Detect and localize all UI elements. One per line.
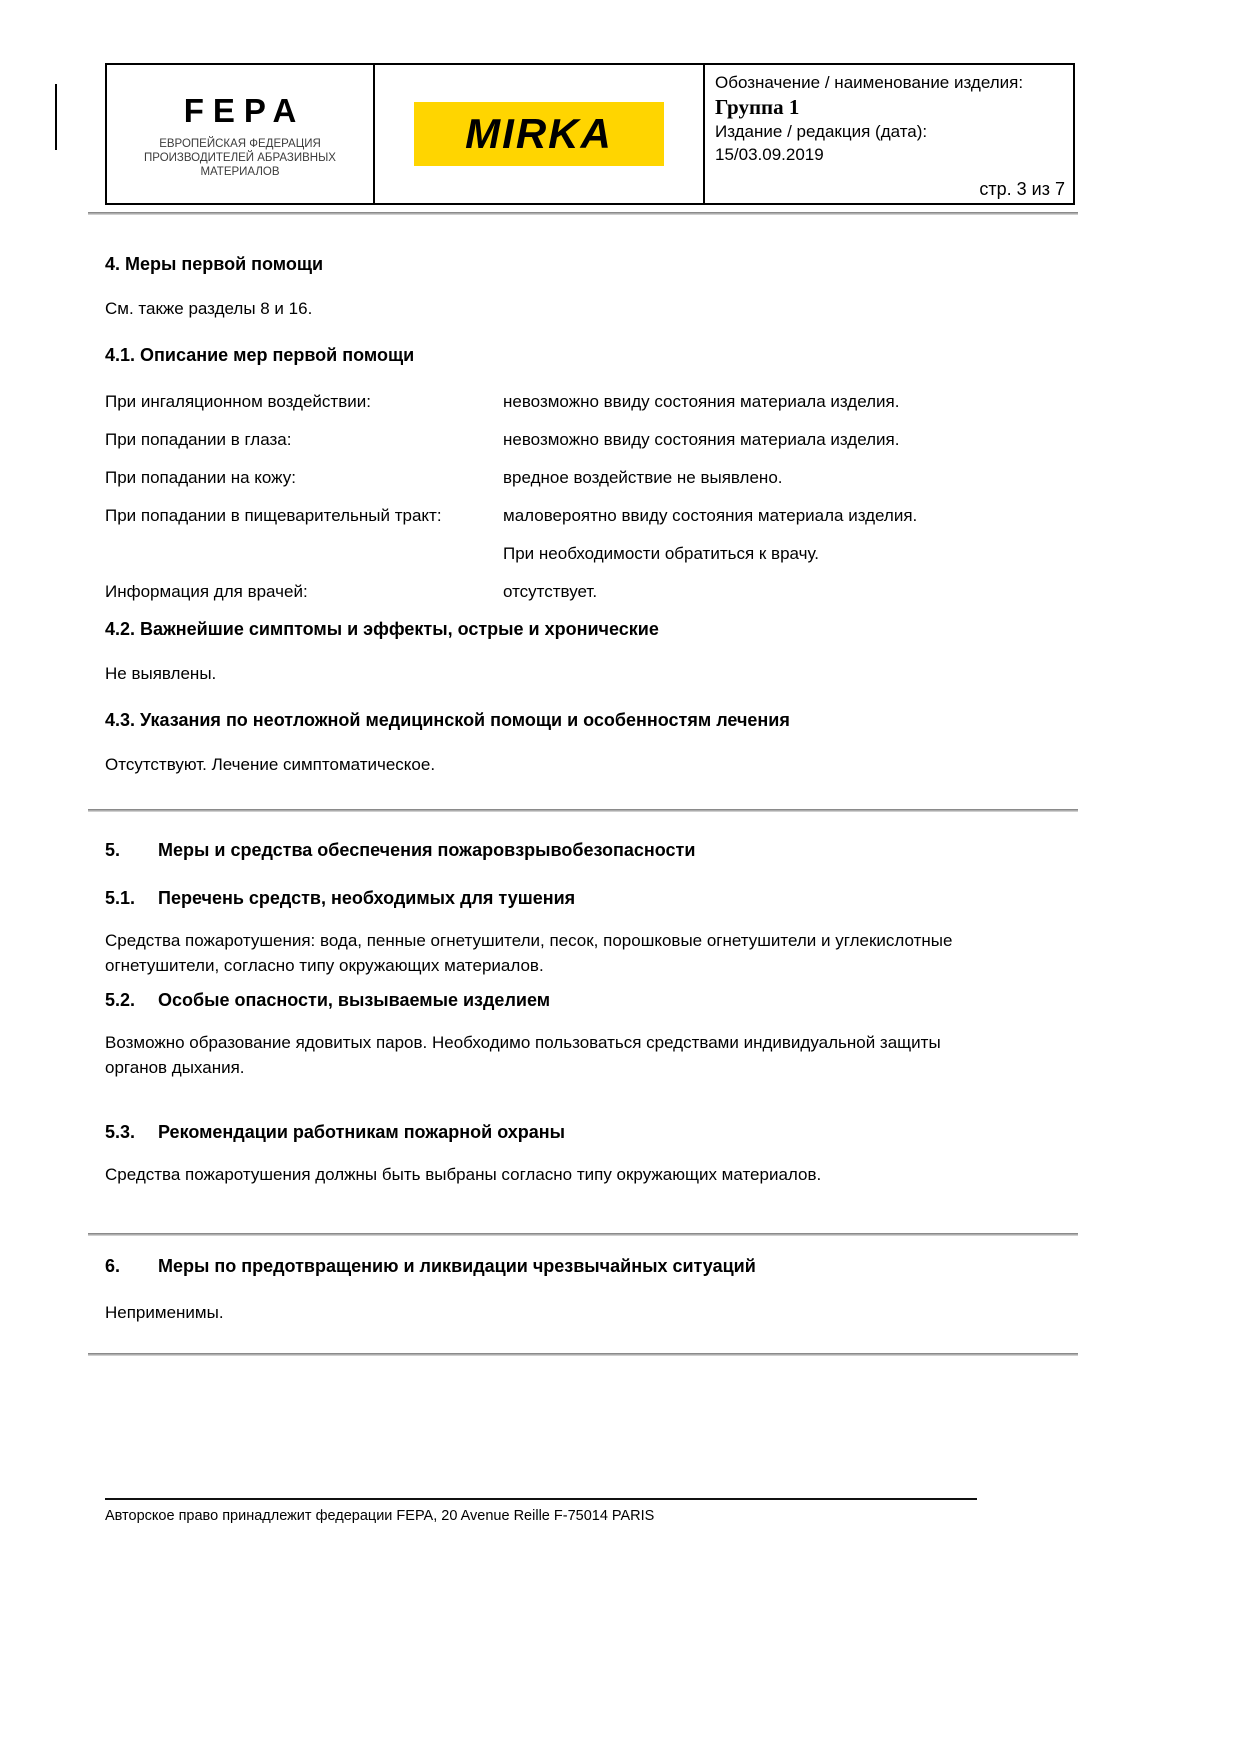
section-5-1-title bbox=[105, 886, 1077, 910]
first-aid-row bbox=[105, 579, 1077, 604]
section-5-2-body: Возможно образование ядовитых паров. Необходимо пользоваться средствами индивидуальной защиты органов дыхания. bbox=[105, 1033, 941, 1077]
section-number: 5.1. bbox=[105, 888, 136, 908]
first-aid-row bbox=[105, 427, 1077, 452]
first-aid-label: Информация для врачей: bbox=[105, 582, 308, 601]
document-body bbox=[105, 230, 1077, 1356]
first-aid-label: При попадании на кожу: bbox=[105, 468, 296, 487]
copyright-text: Авторское право принадлежит федерации FEPA, 20 Avenue Reille F-75014 PARIS bbox=[105, 1508, 655, 1524]
section-title-text: Перечень средств, необходимых для тушения bbox=[158, 888, 576, 908]
edition-label: Издание / редакция (дата): bbox=[715, 122, 928, 141]
section-6-body: Неприменимы. bbox=[105, 1303, 224, 1322]
section-number: 5.3. bbox=[105, 1122, 136, 1142]
section-5-1-body: Средства пожаротушения: вода, пенные огнетушители, песок, порошковые огнетушители и углекислотные огнетушители, согласно типу окружающих материалов. bbox=[105, 931, 953, 975]
header-divider bbox=[88, 212, 1078, 215]
section-5-title bbox=[105, 838, 1077, 862]
section-divider bbox=[88, 1353, 1078, 1356]
first-aid-row bbox=[105, 389, 1077, 414]
first-aid-row bbox=[105, 541, 1077, 566]
designation-value: Группа 1 bbox=[715, 95, 800, 119]
first-aid-label bbox=[105, 541, 503, 566]
section-title-text: Особые опасности, вызываемые изделием bbox=[158, 990, 551, 1010]
first-aid-value: вредное воздействие не выявлено. bbox=[503, 468, 783, 487]
section-4-3-body: Отсутствуют. Лечение симптоматическое. bbox=[105, 755, 436, 774]
page-number: стр. 3 из 7 bbox=[979, 179, 1065, 199]
section-title-text: Меры и средства обеспечения пожаровзрывобезопасности bbox=[158, 840, 696, 860]
first-aid-row bbox=[105, 503, 1077, 528]
first-aid-value: невозможно ввиду состояния материала изделия. bbox=[503, 430, 900, 449]
section-title-text: Рекомендации работникам пожарной охраны bbox=[158, 1122, 566, 1142]
document-header bbox=[105, 63, 1075, 205]
section-number: 6. bbox=[105, 1256, 121, 1276]
first-aid-label: При попадании в пищеварительный тракт: bbox=[105, 506, 442, 525]
section-4-3-title: 4.3. Указания по неотложной медицинской помощи и особенностям лечения bbox=[105, 710, 790, 730]
first-aid-row bbox=[105, 465, 1077, 490]
fepa-logo-block bbox=[107, 65, 375, 203]
section-number: 5. bbox=[105, 840, 121, 860]
section-4-title: 4. Меры первой помощи bbox=[105, 254, 324, 274]
section-divider bbox=[88, 1233, 1078, 1236]
document-footer bbox=[105, 1498, 977, 1524]
section-4-see-also: См. также разделы 8 и 16. bbox=[105, 299, 313, 318]
section-5-3-body: Средства пожаротушения должны быть выбраны согласно типу окружающих материалов. bbox=[105, 1165, 822, 1184]
fepa-subtitle: ЕВРОПЕЙСКАЯ ФЕДЕРАЦИЯ ПРОИЗВОДИТЕЛЕЙ АБРАЗИВНЫХ МАТЕРИАЛОВ bbox=[144, 138, 336, 178]
product-meta bbox=[705, 65, 1073, 203]
change-bar bbox=[55, 84, 57, 150]
section-title-text: Меры по предотвращению и ликвидации чрезвычайных ситуаций bbox=[158, 1256, 756, 1276]
section-4-2-title: 4.2. Важнейшие симптомы и эффекты, острые и хронические bbox=[105, 619, 659, 639]
fepa-logo: FEPA bbox=[183, 92, 306, 129]
section-number: 5.2. bbox=[105, 990, 136, 1010]
section-5-3-title bbox=[105, 1120, 1077, 1144]
edition-value: 15/03.09.2019 bbox=[715, 145, 824, 164]
section-divider bbox=[88, 809, 1078, 812]
section-4-1-title: 4.1. Описание мер первой помощи bbox=[105, 345, 415, 365]
mirka-logo-block bbox=[375, 65, 705, 203]
first-aid-label: При ингаляционном воздействии: bbox=[105, 392, 371, 411]
first-aid-value: При необходимости обратиться к врачу. bbox=[503, 544, 820, 563]
section-6-title bbox=[105, 1254, 1077, 1278]
first-aid-value: отсутствует. bbox=[503, 582, 598, 601]
section-5-2-title bbox=[105, 988, 1077, 1012]
section-4-2-body: Не выявлены. bbox=[105, 664, 217, 683]
first-aid-value: невозможно ввиду состояния материала изделия. bbox=[503, 392, 900, 411]
designation-label: Обозначение / наименование изделия: bbox=[715, 73, 1024, 92]
first-aid-value: маловероятно ввиду состояния материала изделия. bbox=[503, 506, 918, 525]
first-aid-label: При попадании в глаза: bbox=[105, 430, 292, 449]
mirka-logo: MIRKA bbox=[414, 102, 664, 166]
first-aid-list bbox=[105, 389, 1077, 604]
